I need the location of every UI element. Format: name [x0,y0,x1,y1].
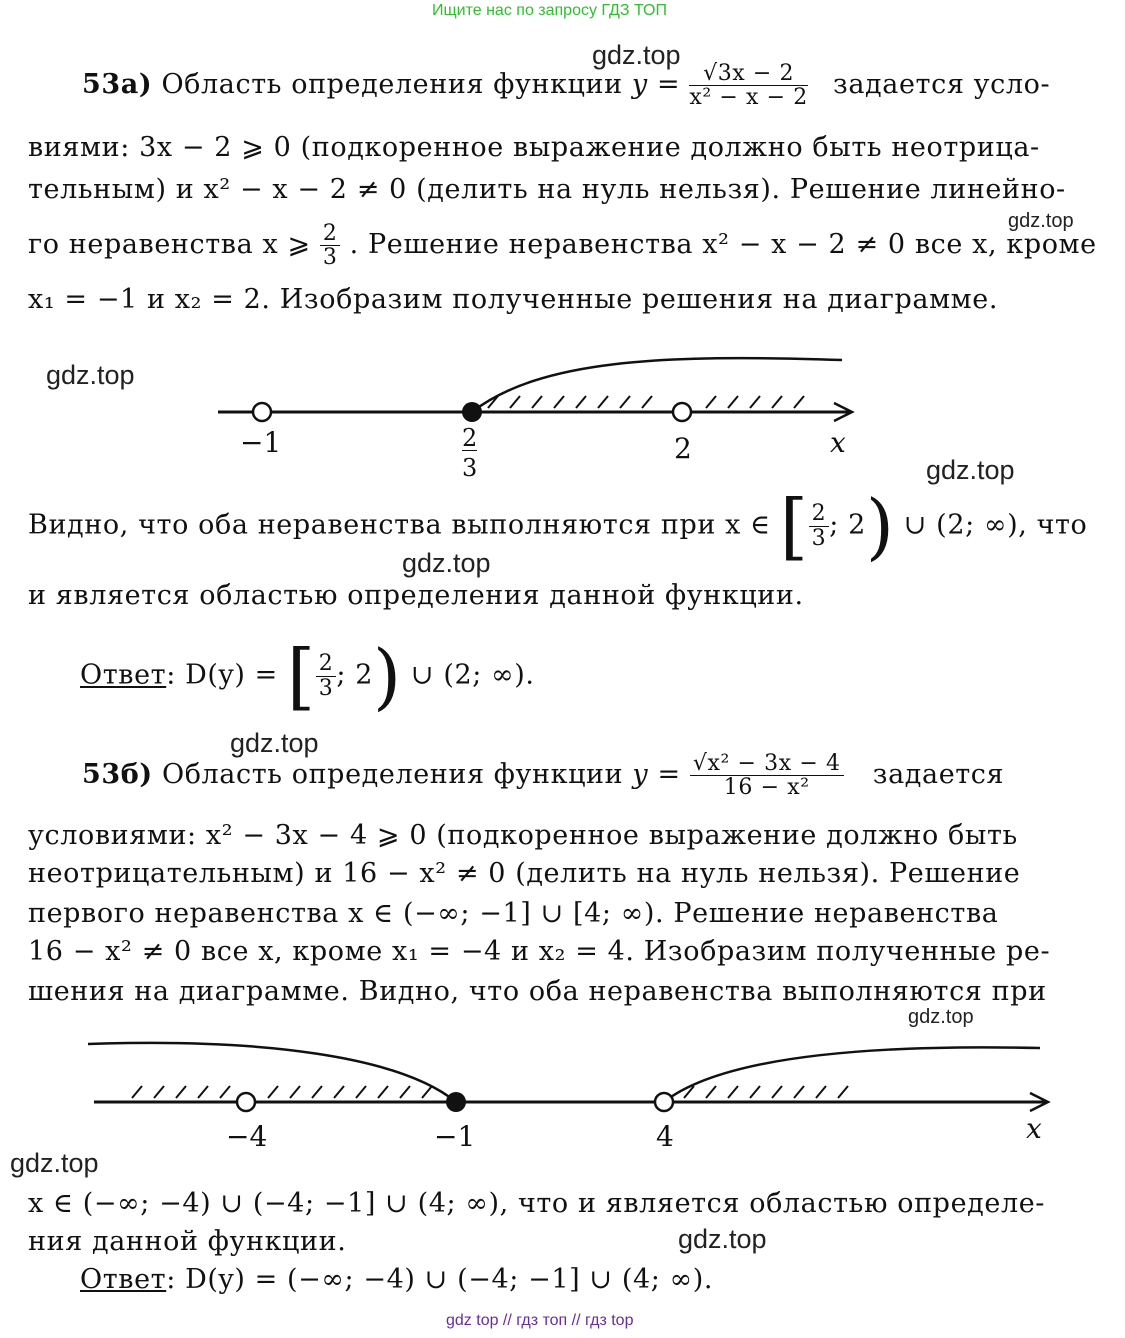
answer-label: Ответ [80,659,167,691]
watermark: gdz.top [908,1006,974,1028]
text-line: шения на диаграмме. Видно, что оба неравенства выполняются при [28,976,1047,1007]
text-line: условиями: x² − 3x − 4 ⩾ 0 (подкоренное выражение должно быть [28,820,1018,851]
text: : D(y) = [166,659,278,691]
text-line: неотрицательным) и 16 − x² ≠ 0 (делить на нуль нельзя). Решение [28,858,1021,889]
watermark: gdz.top [402,548,491,578]
top-banner: Ищите нас по запросу ГДЗ ТОП [432,2,667,19]
text-line [28,222,1097,269]
axis-label: x [830,426,846,459]
number-line-53b [0,1030,1125,1140]
tick-label: −1 [434,1120,476,1153]
text: го неравенства x ⩾ [28,229,311,261]
watermark: gdz.top [592,40,681,70]
math: y = [631,69,681,101]
open-point [253,403,271,421]
watermark: gdz.top [230,728,319,758]
open-point [673,403,691,421]
hatching [488,396,804,408]
denominator: 16 − x² [723,775,810,801]
axis-label: x [1026,1112,1042,1145]
watermark: gdz.top [10,1148,99,1178]
text: Область определения функции [161,69,623,101]
text-line: ния данной функции. [28,1226,347,1257]
problem-label: 53б) [82,759,153,791]
text: ; 2 [336,659,374,691]
watermark: gdz.top [926,455,1015,485]
tick-label: 4 [656,1120,674,1153]
bracket: ) [865,484,895,568]
math: y = [632,759,681,791]
watermark: gdz.top [1008,210,1074,232]
numerator: √3x − 2 [689,62,807,86]
text: ∪ (2; ∞), что [903,509,1088,541]
numerator: 2 [320,222,341,246]
text-line: виями: 3x − 2 ⩾ 0 (подкоренное выражение должно быть неотрица- [28,132,1040,163]
tick-label: −1 [240,426,282,459]
numerator: 2 [809,502,830,526]
tick-label: 2 [674,432,692,465]
watermark: gdz.top [678,1224,767,1254]
answer-53b [80,1264,713,1295]
tick-label-denominator: 3 [462,454,478,482]
text: Видно, что оба неравенства выполняются при x ∈ [28,509,771,541]
number-line-53a [0,340,1125,490]
numerator: 2 [316,652,337,676]
problem-53b-heading [82,752,1004,799]
bracket: [ [779,484,809,568]
text: ∪ (2; ∞). [410,659,535,691]
answer-label: Ответ [80,1264,167,1295]
filled-point [446,1092,466,1112]
open-point [237,1093,255,1111]
tick-label-numerator: 2 [462,424,478,452]
problem-53a-heading [82,62,1050,109]
denominator: x² − x − 2 [689,85,808,111]
text-line: и является областью определения данной функции. [28,580,804,611]
function-fraction [689,62,807,109]
text-line: x ∈ (−∞; −4) ∪ (−4; −1] ∪ (4; ∞), что и является областью определе- [28,1188,1045,1219]
bracket: [ [287,634,316,718]
text: задается [872,759,1005,791]
text-line: x₁ = −1 и x₂ = 2. Изобразим полученные решения на диаграмме. [28,284,999,315]
function-fraction [690,752,844,799]
watermark: gdz.top [46,360,135,390]
denominator: 3 [318,675,334,701]
solution-arc [472,358,842,412]
text: Область определения функции [161,759,624,791]
fraction [320,222,341,269]
text-line: первого неравенства x ∈ (−∞; −1] ∪ [4; ∞). Решение неравенства [28,898,999,929]
text: : D(y) = (−∞; −4) ∪ (−4; −1] ∪ (4; ∞). [166,1264,714,1295]
text: ; 2 [829,509,866,541]
solution-arc-right [664,1047,1040,1102]
bracket: ) [373,634,402,718]
answer-53a [80,634,535,718]
fraction [316,652,337,699]
footer: gdz top // гдз топ // гдз top [446,1312,634,1329]
filled-point [462,402,482,422]
denominator: 3 [322,245,338,271]
text: . Решение неравенства x² − x − 2 ≠ 0 все x, кроме [349,229,1097,261]
tick-label: −4 [226,1120,268,1153]
text-line: 16 − x² ≠ 0 все x, кроме x₁ = −4 и x₂ = 4. Изобразим полученные ре- [28,936,1051,967]
denominator: 3 [811,525,827,551]
text-line: тельным) и x² − x − 2 ≠ 0 (делить на нуль нельзя). Решение линейно- [28,174,1066,205]
text: задается усло- [833,69,1051,101]
problem-label: 53а) [82,69,153,101]
numerator: √x² − 3x − 4 [690,752,844,776]
open-point [655,1093,673,1111]
fraction [809,502,830,549]
